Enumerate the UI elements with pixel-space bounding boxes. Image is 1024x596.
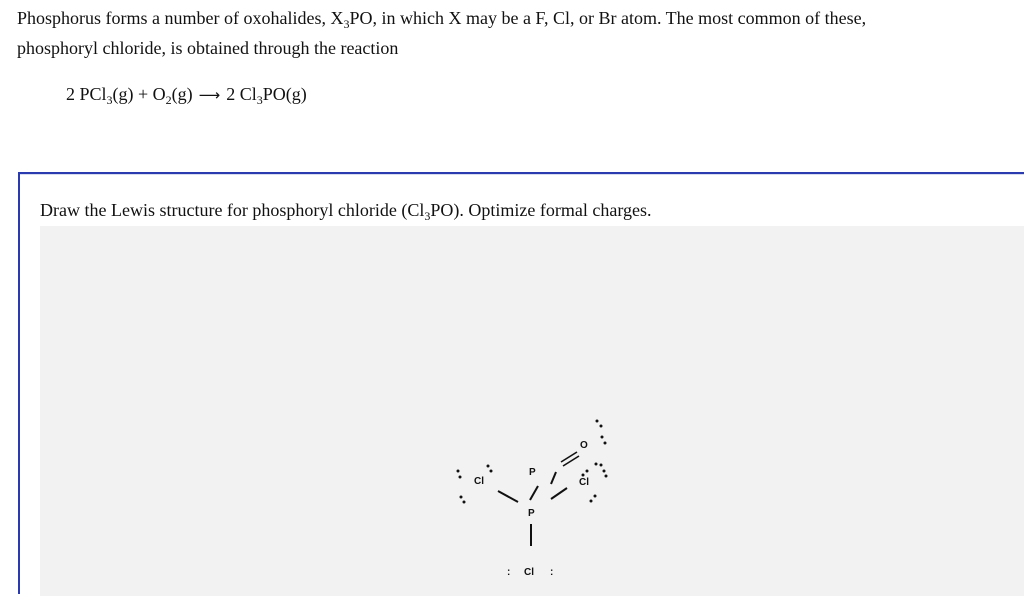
atom-cl-right[interactable]: Cl: [579, 477, 589, 488]
reaction-equation: [66, 82, 307, 108]
bond-cl-left-p[interactable]: [498, 491, 518, 502]
eq-sub-1: 3: [106, 93, 113, 107]
eq-term-1: 2 PCl: [66, 84, 107, 104]
lewis-structure-drawing[interactable]: [40, 226, 1024, 596]
intro-subscript: 3: [343, 17, 350, 31]
bond-o-p-b[interactable]: [563, 456, 579, 466]
eq-term-5: PO(g): [262, 84, 307, 104]
reaction-arrow: ⟶: [198, 86, 221, 104]
eq-sub-4: 3: [256, 93, 263, 107]
eq-term-4: 2 Cl: [226, 84, 257, 104]
intro-text-3: phosphoryl chloride, is obtained through the reaction: [17, 38, 399, 58]
atom-cl-left[interactable]: Cl: [474, 476, 484, 487]
eq-term-3: (g): [171, 84, 193, 104]
question-subscript: 3: [424, 209, 431, 223]
question-prompt: [40, 198, 652, 224]
intro-text-1: Phosphorus forms a number of oxohalides, X: [17, 8, 344, 28]
atom-p-center[interactable]: P: [528, 508, 535, 519]
question-text-1: Draw the Lewis structure for phosphoryl chloride (Cl: [40, 200, 425, 220]
atom-cl-bottom[interactable]: Cl: [524, 567, 534, 578]
bond-o-p-a[interactable]: [561, 452, 577, 462]
bond-p-top-p[interactable]: [530, 486, 538, 500]
question-panel: [18, 172, 1024, 594]
eq-term-2: (g) + O: [112, 84, 166, 104]
lone-pairs-o: [596, 420, 607, 445]
question-text-2: PO). Optimize formal charges.: [430, 200, 652, 220]
problem-intro: [17, 4, 1007, 62]
intro-text-2: PO, in which X may be a F, Cl, or Br atom. The most common of these,: [349, 8, 867, 28]
lone-pair-cl-bottom-left: :: [507, 567, 511, 578]
drawing-canvas[interactable]: [40, 226, 1024, 596]
atom-p-top[interactable]: P: [529, 467, 536, 478]
bond-p-o-vertical[interactable]: [551, 472, 556, 484]
atom-o[interactable]: O: [580, 440, 588, 451]
eq-sub-2: 2: [165, 93, 172, 107]
bond-p-cl-right[interactable]: [551, 488, 567, 499]
lone-pair-cl-bottom-right: :: [550, 567, 554, 578]
